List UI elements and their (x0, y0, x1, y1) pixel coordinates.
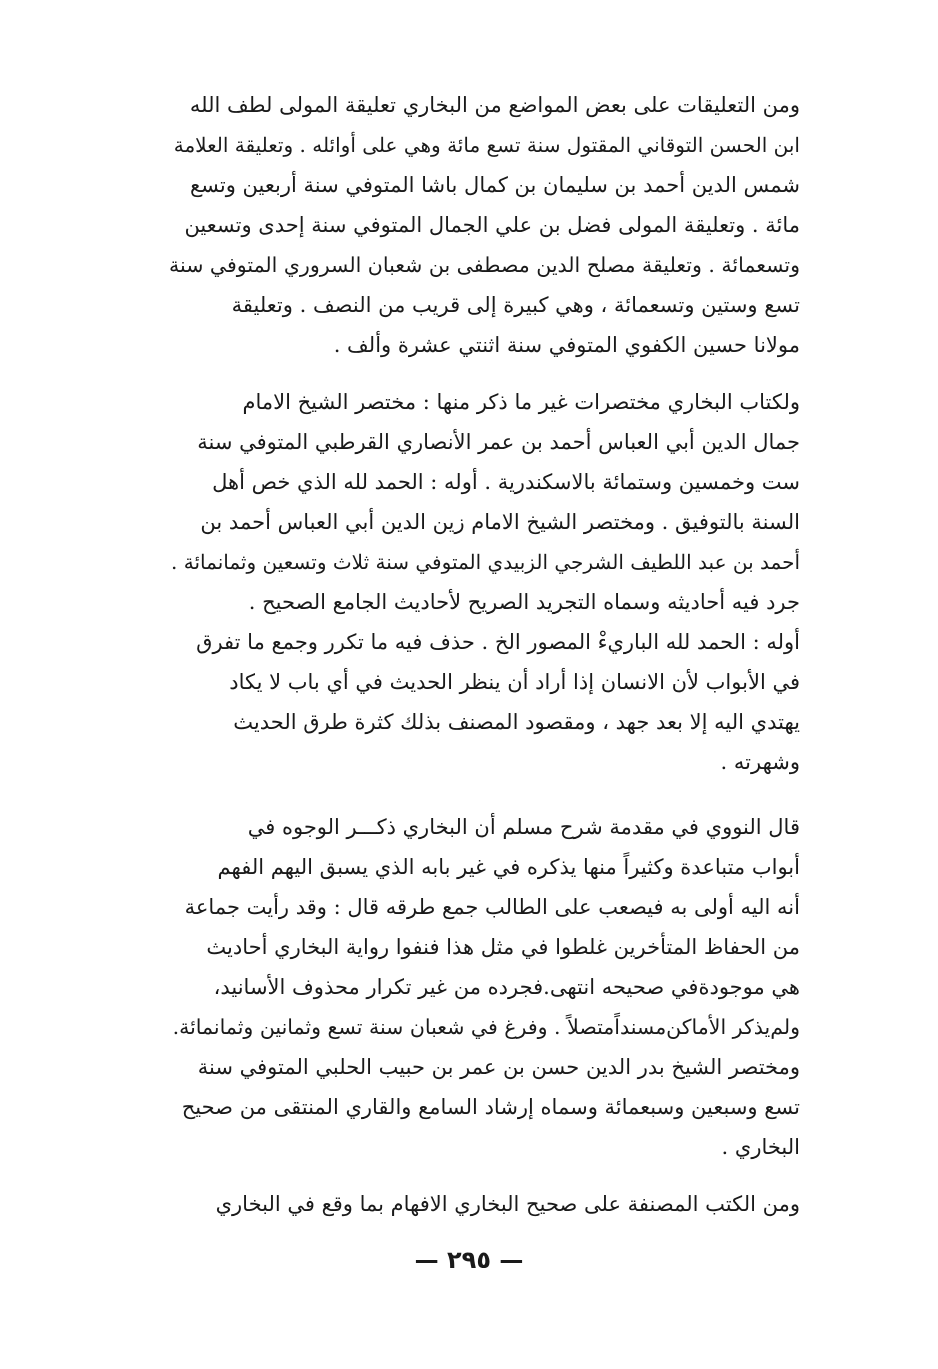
text-line: ست وخمسين وستمائة بالاسكندرية . أوله : الحمد لله الذي خص أهل (212, 470, 800, 494)
text-line: ومن الكتب المصنفة على صحيح البخاري الافهام بما وقع في البخاري (215, 1192, 800, 1216)
text-line: البخاري . (721, 1135, 800, 1159)
paragraph-2 (160, 382, 800, 782)
text-line: تسع وستين وتسعمائة ، وهي كبيرة إلى قريب من النصف . وتعليقة (231, 293, 800, 317)
paragraph-3 (160, 807, 800, 1167)
text-line: وتسعمائة . وتعليقة مصلح الدين مصطفى بن شعبان السروري المتوفي سنة (169, 253, 800, 277)
text-line: أحمد بن عبد اللطيف الشرجي الزبيدي المتوفي سنة ثلاث وتسعين وثمانمائة . (171, 550, 800, 574)
text-line: ولكتاب البخاري مختصرات غير ما ذكر منها : مختصر الشيخ الامام (242, 390, 800, 414)
text-line: ابن الحسن التوقاني المقتول سنة تسع مائة وهي على أوائله . وتعليقة العلامة (173, 133, 800, 157)
text-line: السنة بالتوفيق . ومختصر الشيخ الامام زين الدين أبي العباس أحمد بن (200, 510, 800, 534)
text-line: جمال الدين أبي العباس أحمد بن عمر الأنصاري القرطبي المتوفي سنة (197, 430, 800, 454)
text-line: مولانا حسين الكفوي المتوفي سنة اثنتي عشرة وألف . (333, 333, 800, 357)
text-line: هي موجودةفي صحيحه انتهى.فجرده من غير تكرار محذوف الأسانيد، (213, 975, 800, 999)
text-line: من الحفاظ المتأخرين غلطوا في مثل هذا فنفوا رواية البخاري أحاديث (206, 935, 800, 959)
text-line: ولم‌يذكر الأماكن‌مسنداًمتصلاً . وفرغ في شعبان سنة تسع وثمانين وثمانمائة. (172, 1015, 800, 1039)
paragraph-4 (160, 1184, 800, 1224)
text-line: شمس الدين أحمد بن سليمان بن كمال باشا المتوفي سنة أربعين وتسع (189, 173, 800, 197)
text-line: جرد فيه أحاديثه وسماه التجريد الصريح لأحاديث الجامع الصحيح . (248, 590, 800, 614)
text-line: يهتدي اليه إلا بعد جهد ، ومقصود المصنف بذلك كثرة طرق الحديث (233, 710, 800, 734)
page-number: — ٢٩٥ — (414, 1246, 524, 1274)
text-line: وشهرته . (720, 750, 800, 774)
text-line: ومختصر الشيخ بدر الدين حسن بن عمر بن حبيب الحلبي المتوفي سنة (197, 1055, 800, 1079)
text-line: تسع وسبعين وسبعمائة وسماه إرشاد السامع والقاري المنتقى من صحيح (181, 1095, 800, 1119)
text-line: قال النووي في مقدمة شرح مسلم أن البخاري ذكـــر الوجوه في (247, 815, 800, 839)
text-line: ومن التعليقات على بعض المواضع من البخاري تعليقة المولى لطف الله (189, 93, 800, 117)
text-line: أوله : الحمد لله الباريءْ المصور الخ . حذف فيه ما تكرر وجمع ما تفرق (196, 630, 800, 654)
text-line: أنه اليه أولى به فيصعب على الطالب جمع طرقه قال : وقد رأيت جماعة (184, 895, 800, 919)
text-line: في الأبواب لأن الانسان إذا أراد أن ينظر الحديث في أي باب لا يكاد (229, 670, 800, 694)
text-line: مائة . وتعليقة المولى فضل بن علي الجمال المتوفي سنة إحدى وتسعين (184, 213, 800, 237)
paragraph-1 (160, 85, 800, 365)
text-line: أبواب متباعدة وكثيراً منها يذكره في غير بابه الذي يسبق اليهم الفهم (217, 855, 800, 879)
